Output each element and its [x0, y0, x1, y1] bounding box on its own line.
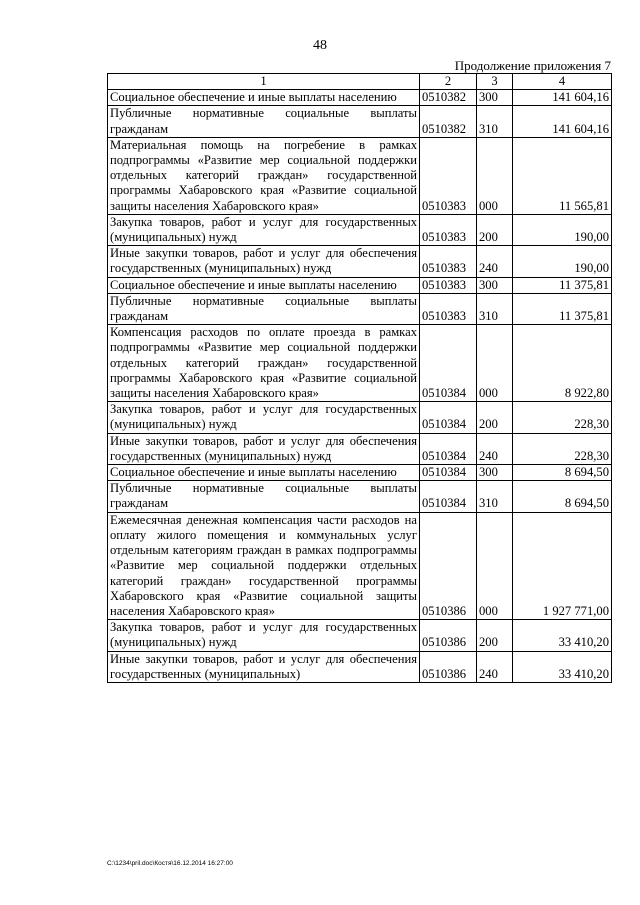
row-code: 0510384 — [420, 481, 477, 512]
row-amount: 8 922,80 — [513, 325, 612, 402]
row-code: 0510383 — [420, 277, 477, 293]
row-amount: 190,00 — [513, 246, 612, 277]
row-type: 300 — [477, 465, 513, 481]
row-name: Социальное обеспечение и иные выплаты населению — [108, 90, 420, 106]
row-code: 0510384 — [420, 402, 477, 433]
table-row — [108, 465, 612, 481]
row-type: 310 — [477, 293, 513, 324]
row-amount: 141 604,16 — [513, 106, 612, 137]
row-amount: 8 694,50 — [513, 481, 612, 512]
table-row — [108, 277, 612, 293]
row-code: 0510386 — [420, 512, 477, 619]
row-amount: 33 410,20 — [513, 620, 612, 651]
table-row — [108, 481, 612, 512]
row-type: 240 — [477, 433, 513, 464]
row-amount: 228,30 — [513, 402, 612, 433]
row-name: Закупка товаров, работ и услуг для государственных (муниципальных) нужд — [108, 620, 420, 651]
page-number: 48 — [313, 38, 327, 53]
row-name: Иные закупки товаров, работ и услуг для обеспечения государственных (муниципальных) нужд — [108, 246, 420, 277]
table-row — [108, 651, 612, 682]
footer-file-path: C:\1234\pril.doc\Костя\16.12.2014 16:27:00 — [107, 860, 233, 867]
row-type: 200 — [477, 402, 513, 433]
row-code: 0510383 — [420, 293, 477, 324]
row-code: 0510382 — [420, 106, 477, 137]
table-row — [108, 512, 612, 619]
row-name: Компенсация расходов по оплате проезда в рамках подпрограммы «Развитие мер социальной поддержки отдельных категорий граждан» государственной программы Хабаровского края «Развитие социальной защиты населения Хабаровского края» — [108, 325, 420, 402]
row-name: Социальное обеспечение и иные выплаты населению — [108, 465, 420, 481]
row-amount: 11 375,81 — [513, 293, 612, 324]
row-type: 000 — [477, 512, 513, 619]
row-type: 240 — [477, 651, 513, 682]
row-amount: 11 375,81 — [513, 277, 612, 293]
row-name: Закупка товаров, работ и услуг для государственных (муниципальных) нужд — [108, 402, 420, 433]
table-row — [108, 433, 612, 464]
row-amount: 190,00 — [513, 214, 612, 245]
row-name: Закупка товаров, работ и услуг для государственных (муниципальных) нужд — [108, 214, 420, 245]
row-amount: 33 410,20 — [513, 651, 612, 682]
row-code: 0510383 — [420, 137, 477, 214]
row-name: Публичные нормативные социальные выплаты гражданам — [108, 481, 420, 512]
header-col-1: 1 — [108, 74, 420, 90]
table-row — [108, 90, 612, 106]
header-col-2: 2 — [420, 74, 477, 90]
row-code: 0510382 — [420, 90, 477, 106]
row-code: 0510386 — [420, 651, 477, 682]
row-type: 300 — [477, 277, 513, 293]
table-row — [108, 137, 612, 214]
row-type: 000 — [477, 325, 513, 402]
table-row — [108, 620, 612, 651]
row-name: Иные закупки товаров, работ и услуг для обеспечения государственных (муниципальных) — [108, 651, 420, 682]
row-type: 240 — [477, 246, 513, 277]
row-name: Иные закупки товаров, работ и услуг для обеспечения государственных (муниципальных) нужд — [108, 433, 420, 464]
appendix-note: Продолжение приложения 7 — [454, 58, 611, 73]
table-row — [108, 293, 612, 324]
table-row — [108, 214, 612, 245]
budget-table — [107, 73, 612, 683]
row-amount: 11 565,81 — [513, 137, 612, 214]
row-code: 0510383 — [420, 214, 477, 245]
table-row — [108, 402, 612, 433]
row-name: Социальное обеспечение и иные выплаты населению — [108, 277, 420, 293]
table-header-row — [108, 74, 612, 90]
row-amount: 228,30 — [513, 433, 612, 464]
row-name: Ежемесячная денежная компенсация части расходов на оплату жилого помещения и коммунальных услуг отдельным категориям граждан в рамках подпрограммы «Развитие мер социальной поддержки отдельных категорий граждан» государственной программы Хабаровского края «Развитие социальной защиты населения Хабаровского края» — [108, 512, 420, 619]
row-amount: 141 604,16 — [513, 90, 612, 106]
table-row — [108, 246, 612, 277]
row-name: Публичные нормативные социальные выплаты гражданам — [108, 106, 420, 137]
header-col-3: 3 — [477, 74, 513, 90]
row-name: Публичные нормативные социальные выплаты гражданам — [108, 293, 420, 324]
row-type: 300 — [477, 90, 513, 106]
table-body — [108, 90, 612, 683]
row-type: 200 — [477, 214, 513, 245]
row-type: 200 — [477, 620, 513, 651]
row-amount: 8 694,50 — [513, 465, 612, 481]
row-type: 310 — [477, 106, 513, 137]
header-col-4: 4 — [513, 74, 612, 90]
row-name: Материальная помощь на погребение в рамках подпрограммы «Развитие мер социальной поддержки отдельных категорий граждан» государственной программы Хабаровского края «Развитие социальной защиты населения Хабаровского края» — [108, 137, 420, 214]
row-code: 0510384 — [420, 325, 477, 402]
row-type: 000 — [477, 137, 513, 214]
row-code: 0510383 — [420, 246, 477, 277]
table-row — [108, 325, 612, 402]
row-code: 0510386 — [420, 620, 477, 651]
row-code: 0510384 — [420, 433, 477, 464]
row-amount: 1 927 771,00 — [513, 512, 612, 619]
row-code: 0510384 — [420, 465, 477, 481]
row-type: 310 — [477, 481, 513, 512]
table-row — [108, 106, 612, 137]
